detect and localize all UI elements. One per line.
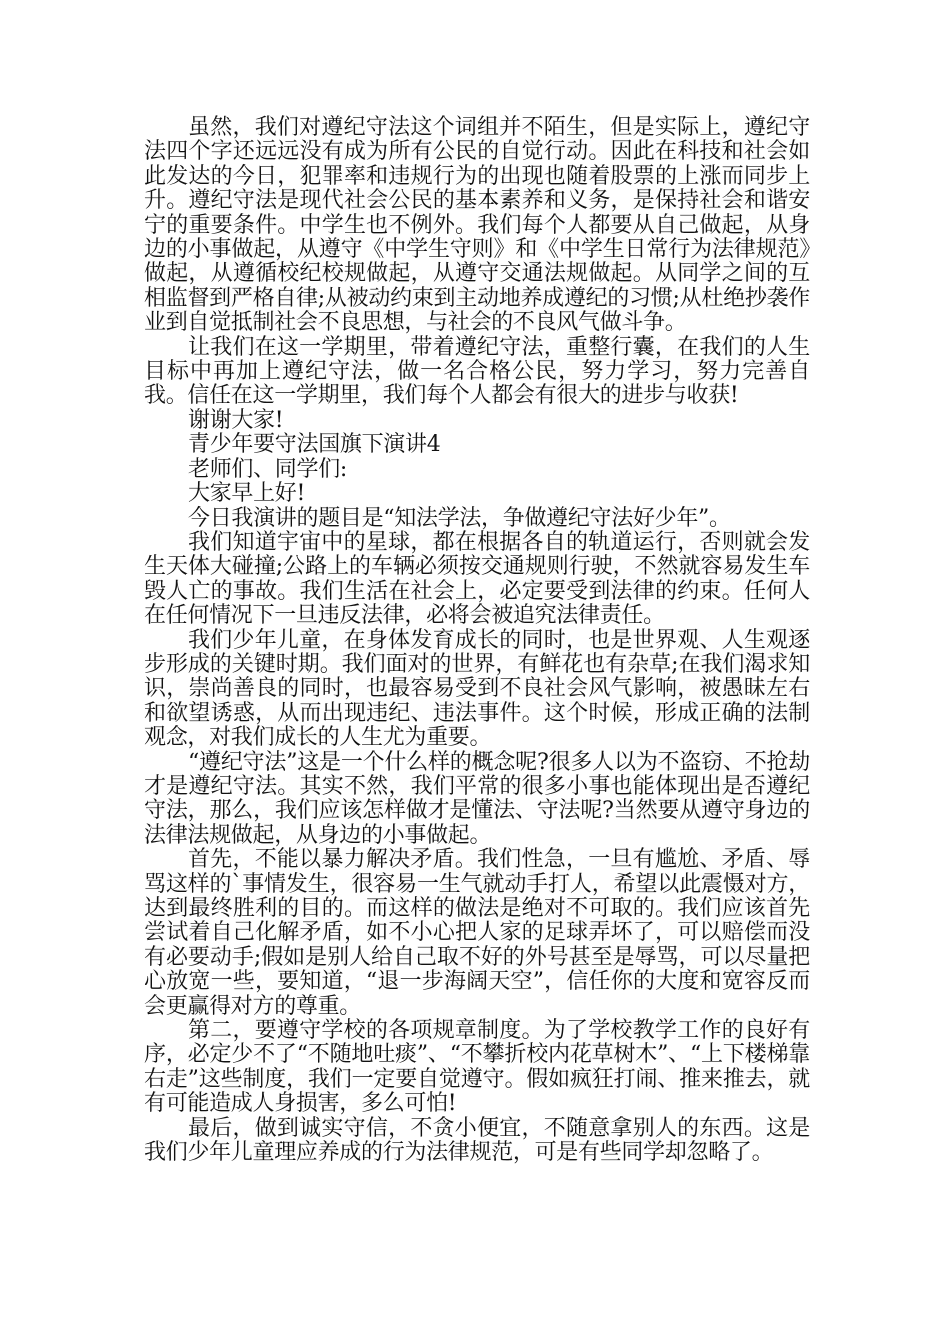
section-title: 青少年要守法国旗下演讲4 bbox=[188, 432, 441, 458]
paragraph: 最后，做到诚实守信，不贪小便宜，不随意拿别人的东西。这是我们少年儿童理应养成的行为法律规范，可是有些同学却忽略了。 bbox=[144, 1115, 810, 1166]
paragraph: 虽然，我们对遵纪守法这个词组并不陌生，但是实际上，遵纪守法四个字还远远没有成为所有公民的自觉行动。因此在科技和社会如此发达的今日，犯罪率和违规行为的出现也随着股票的上涨而同步上升。遵纪守法是现代社会公民的基本素养和义务，是保持社会和谐安宁的重要条件。中学生也不例外。我们每个人都要从自己做起，从身边的小事做起，从遵守《中学生守则》和《中学生日常行为法律规范》做起，从遵循校纪校规做起，从遵守交通法规做起。从同学之间的互相监督到严格自律;从被动约束到主动地养成遵纪的习惯;从杜绝抄袭作业到自觉抵制社会不良思想，与社会的不良风气做斗争。 bbox=[144, 115, 810, 336]
closing-line: 谢谢大家! bbox=[188, 407, 284, 433]
paragraph: 首先，不能以暴力解决矛盾。我们性急，一旦有尴尬、矛盾、辱骂这样的`事情发生，很容易一生气就动手打人，希望以此震慑对方，达到最终胜利的目的。而这样的做法是绝对不可取的。我们应该首先尝试着自己化解矛盾，如不小心把人家的足球弄坏了，可以赔偿而没有必要动手;假如是别人给自己取不好的外号甚至是辱骂，可以尽量把心放宽一些，要知道，“退一步海阔天空”，信任你的大度和宽容反而会更赢得对方的尊重。 bbox=[144, 847, 810, 1019]
salutation: 老师们、同学们: bbox=[188, 456, 348, 482]
paragraph: “遵纪守法”这是一个什么样的概念呢?很多人以为不盗窃、不抢劫才是遵纪守法。其实不然，我们平常的很多小事也能体现出是否遵纪守法，那么，我们应该怎样做才是懂法、守法呢?当然要从遵守身边的法律法规做起，从身边的小事做起。 bbox=[144, 749, 810, 848]
paragraph: 今日我演讲的题目是“知法学法，争做遵纪守法好少年”。 bbox=[188, 505, 731, 531]
paragraph: 我们知道宇宙中的星球，都在根据各自的轨道运行，否则就会发生天体大碰撞;公路上的车辆必须按交通规则行驶，不然就容易发生车毁人亡的事故。我们生活在社会上，必定要受到法律的约束。任何人在任何情况下一旦违反法律，必将会被追究法律责任。 bbox=[144, 529, 810, 629]
document-body bbox=[144, 116, 810, 1165]
paragraph: 让我们在这一学期里，带着遵纪守法，重整行囊，在我们的人生目标中再加上遵纪守法，做一名合格公民，努力学习，努力完善自我。信任在这一学期里，我们每个人都会有很大的进步与收获! bbox=[144, 334, 810, 409]
paragraph: 我们少年儿童，在身体发育成长的同时，也是世界观、人生观逐步形成的关键时期。我们面对的世界，有鲜花也有杂草;在我们渴求知识，崇尚善良的同时，也最容易受到不良社会风气影响，被愚昧左右和欲望诱惑，从而出现违纪、违法事件。这个时候，形成正确的法制观念，对我们成长的人生尤为重要。 bbox=[144, 627, 810, 751]
paragraph: 第二，要遵守学校的各项规章制度。为了学校教学工作的良好有序，必定少不了“不随地吐痰”、“不攀折校内花草树木”、“上下楼梯靠右走”这些制度，我们一定要自觉遵守。假如疯狂打闹、推来推去，就有可能造成人身损害，多么可怕! bbox=[144, 1018, 810, 1117]
greeting: 大家早上好! bbox=[188, 481, 306, 507]
